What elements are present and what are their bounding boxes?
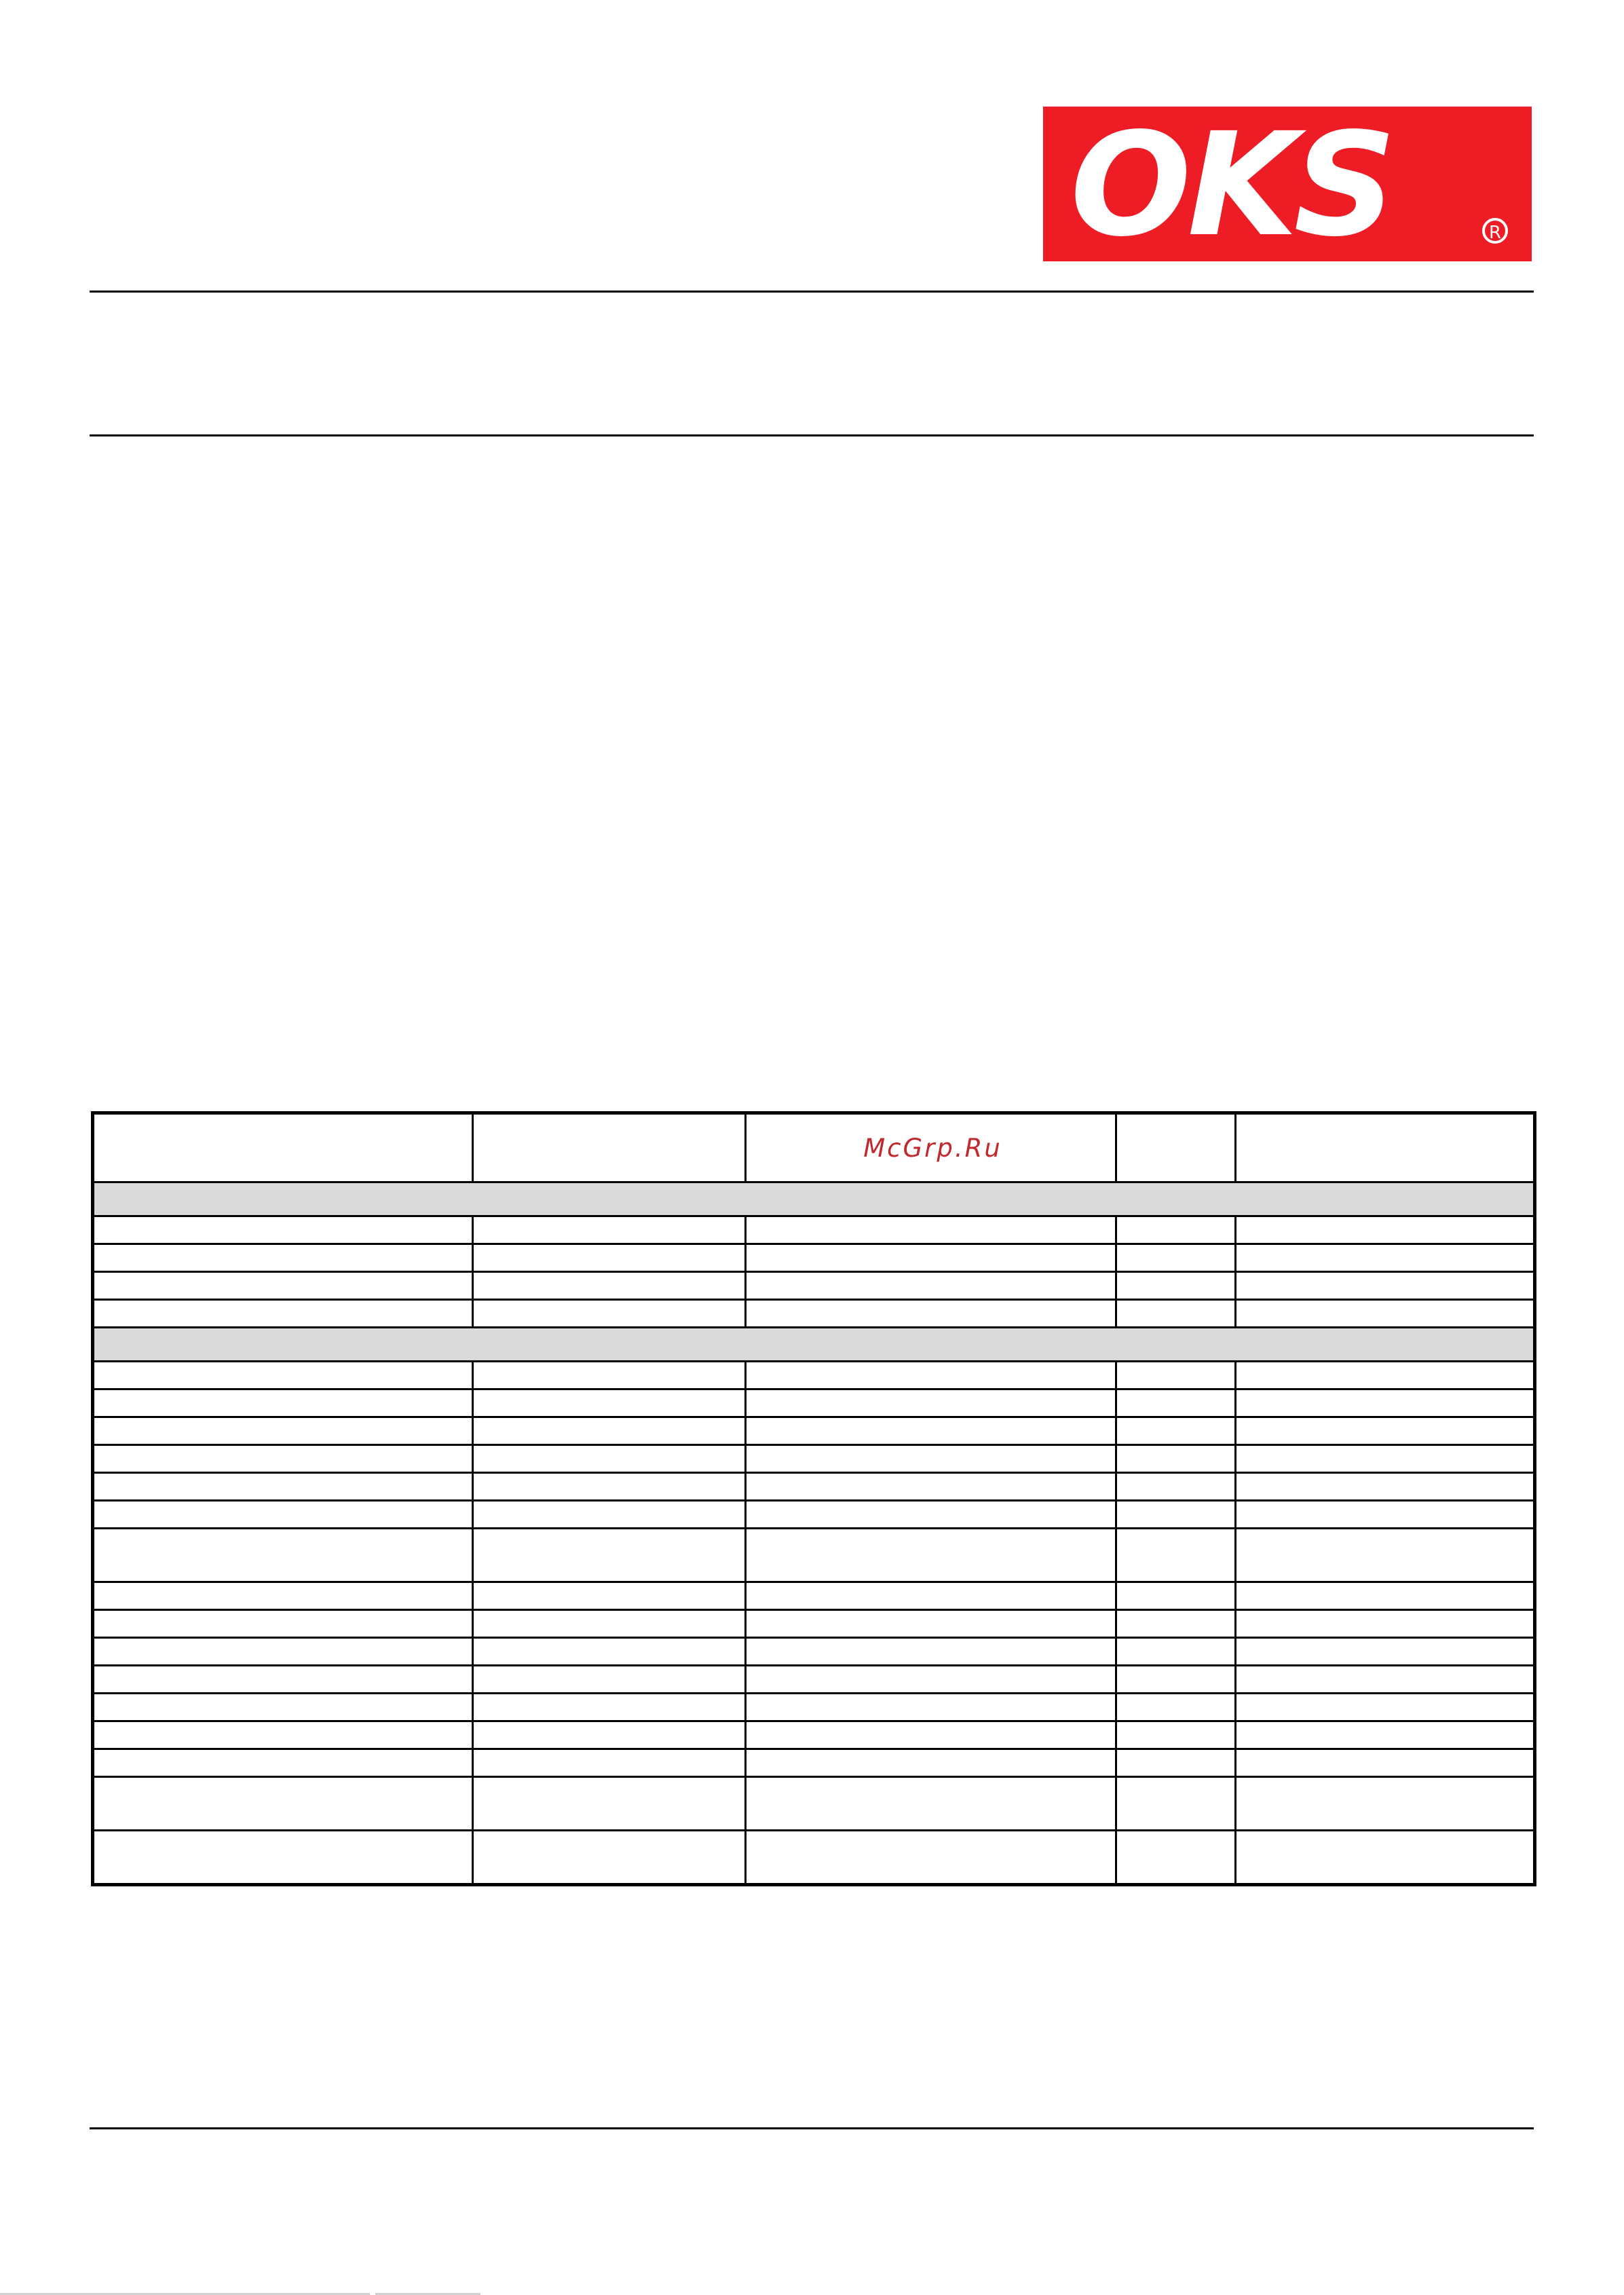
table-cell — [746, 1694, 1116, 1721]
table-cell — [93, 1694, 473, 1721]
table-cell — [1236, 1473, 1535, 1501]
table-cell — [746, 1389, 1116, 1417]
table-cell — [1116, 1272, 1236, 1300]
table-row — [93, 1244, 1535, 1272]
table-header-row — [93, 1113, 1535, 1182]
table-cell — [93, 1389, 473, 1417]
table-cell — [93, 1749, 473, 1777]
table-cell — [746, 1777, 1116, 1831]
table-cell — [1236, 1582, 1535, 1610]
table-cell — [1116, 1445, 1236, 1473]
table-row — [93, 1721, 1535, 1749]
table-row — [93, 1610, 1535, 1638]
table-row — [93, 1582, 1535, 1610]
table-cell — [473, 1831, 746, 1885]
table-cell — [1116, 1610, 1236, 1638]
table-cell — [93, 1582, 473, 1610]
table-cell — [1116, 1694, 1236, 1721]
table-row — [93, 1216, 1535, 1244]
svg-text:R: R — [1488, 223, 1502, 243]
table-cell — [746, 1582, 1116, 1610]
table-cell — [93, 1501, 473, 1529]
oks-logo — [1043, 107, 1532, 261]
table-cell — [746, 1473, 1116, 1501]
table-cell — [1236, 1216, 1535, 1244]
table-cell — [746, 1362, 1116, 1389]
table-row — [93, 1749, 1535, 1777]
table-cell — [746, 1831, 1116, 1885]
table-row — [93, 1666, 1535, 1694]
table-cell — [473, 1666, 746, 1694]
table-cell — [746, 1638, 1116, 1666]
table-cell — [746, 1610, 1116, 1638]
table-cell — [473, 1389, 746, 1417]
table-cell — [1236, 1362, 1535, 1389]
table-cell — [1116, 1300, 1236, 1328]
table-cell — [93, 1417, 473, 1445]
table-cell — [1236, 1666, 1535, 1694]
table-row — [93, 1694, 1535, 1721]
table-cell — [746, 1244, 1116, 1272]
table-cell — [1236, 1300, 1535, 1328]
svg-text:OKS: OKS — [1070, 107, 1393, 261]
table-row — [93, 1272, 1535, 1300]
table-cell — [746, 1501, 1116, 1529]
table-cell — [1236, 1749, 1535, 1777]
table-cell — [1236, 1777, 1535, 1831]
table-row — [93, 1389, 1535, 1417]
section-label — [93, 1182, 1535, 1216]
table-cell — [93, 1666, 473, 1694]
table-cell — [473, 1445, 746, 1473]
table-cell — [473, 1582, 746, 1610]
table-cell — [473, 1300, 746, 1328]
table-cell — [473, 1610, 746, 1638]
table-cell — [1236, 1694, 1535, 1721]
table-row — [93, 1300, 1535, 1328]
table-cell — [473, 1473, 746, 1501]
table-cell — [1236, 1529, 1535, 1582]
table-cell — [746, 1300, 1116, 1328]
table-row — [93, 1473, 1535, 1501]
table-cell — [93, 1473, 473, 1501]
table-cell — [473, 1244, 746, 1272]
table-cell — [746, 1216, 1116, 1244]
column-header — [93, 1113, 473, 1182]
table-row — [93, 1445, 1535, 1473]
table-cell — [1116, 1501, 1236, 1529]
table-cell — [1236, 1610, 1535, 1638]
section-label — [93, 1328, 1535, 1362]
table-row — [93, 1529, 1535, 1582]
table-cell — [93, 1362, 473, 1389]
table-cell — [473, 1638, 746, 1666]
table-cell — [1236, 1417, 1535, 1445]
table-cell — [1236, 1638, 1535, 1666]
table-cell — [473, 1694, 746, 1721]
table-cell — [473, 1216, 746, 1244]
table-cell — [473, 1721, 746, 1749]
table-cell — [1116, 1666, 1236, 1694]
table-cell — [93, 1216, 473, 1244]
table-cell — [473, 1272, 746, 1300]
footer-rule — [90, 2127, 1534, 2129]
table-cell — [746, 1272, 1116, 1300]
table-row — [93, 1831, 1535, 1885]
table-cell — [473, 1417, 746, 1445]
table-cell — [1116, 1721, 1236, 1749]
table-cell — [93, 1721, 473, 1749]
table-cell — [1116, 1389, 1236, 1417]
table-cell — [1116, 1473, 1236, 1501]
table-cell — [1236, 1501, 1535, 1529]
table-cell — [1236, 1389, 1535, 1417]
table-cell — [1236, 1831, 1535, 1885]
table-section-row — [93, 1328, 1535, 1362]
table-cell — [1116, 1362, 1236, 1389]
table-cell — [93, 1244, 473, 1272]
table-cell — [1116, 1749, 1236, 1777]
table-cell — [1116, 1638, 1236, 1666]
specification-table — [91, 1111, 1536, 1886]
table-cell — [1116, 1244, 1236, 1272]
column-header — [473, 1113, 746, 1182]
table-cell — [1116, 1831, 1236, 1885]
table-cell — [473, 1777, 746, 1831]
table-row — [93, 1417, 1535, 1445]
table-cell — [93, 1529, 473, 1582]
header-bottom-rule — [90, 434, 1534, 436]
table-row — [93, 1501, 1535, 1529]
table-cell — [1236, 1721, 1535, 1749]
table-cell — [746, 1666, 1116, 1694]
table-cell — [1116, 1417, 1236, 1445]
table-row — [93, 1777, 1535, 1831]
column-header — [746, 1113, 1116, 1182]
table-cell — [93, 1300, 473, 1328]
table-cell — [473, 1749, 746, 1777]
table-row — [93, 1638, 1535, 1666]
table-cell — [93, 1272, 473, 1300]
table-cell — [93, 1831, 473, 1885]
table-cell — [1116, 1582, 1236, 1610]
table-cell — [93, 1638, 473, 1666]
table-cell — [473, 1501, 746, 1529]
table-cell — [1236, 1445, 1535, 1473]
table-cell — [1116, 1777, 1236, 1831]
header-top-rule — [90, 291, 1534, 293]
table-section-row — [93, 1182, 1535, 1216]
table-cell — [1116, 1529, 1236, 1582]
table-cell — [93, 1777, 473, 1831]
table-cell — [746, 1417, 1116, 1445]
table-cell — [746, 1721, 1116, 1749]
column-header — [1236, 1113, 1535, 1182]
table-cell — [746, 1445, 1116, 1473]
table-cell — [473, 1529, 746, 1582]
column-header — [1116, 1113, 1236, 1182]
table-cell — [1236, 1244, 1535, 1272]
table-cell — [93, 1445, 473, 1473]
table-cell — [1116, 1216, 1236, 1244]
table-cell — [746, 1529, 1116, 1582]
table-cell — [1236, 1272, 1535, 1300]
table-body — [93, 1182, 1535, 1885]
table-cell — [746, 1749, 1116, 1777]
table-cell — [93, 1610, 473, 1638]
table-row — [93, 1362, 1535, 1389]
watermark-text: McGrp.Ru — [863, 1133, 1002, 1163]
table-cell — [473, 1362, 746, 1389]
